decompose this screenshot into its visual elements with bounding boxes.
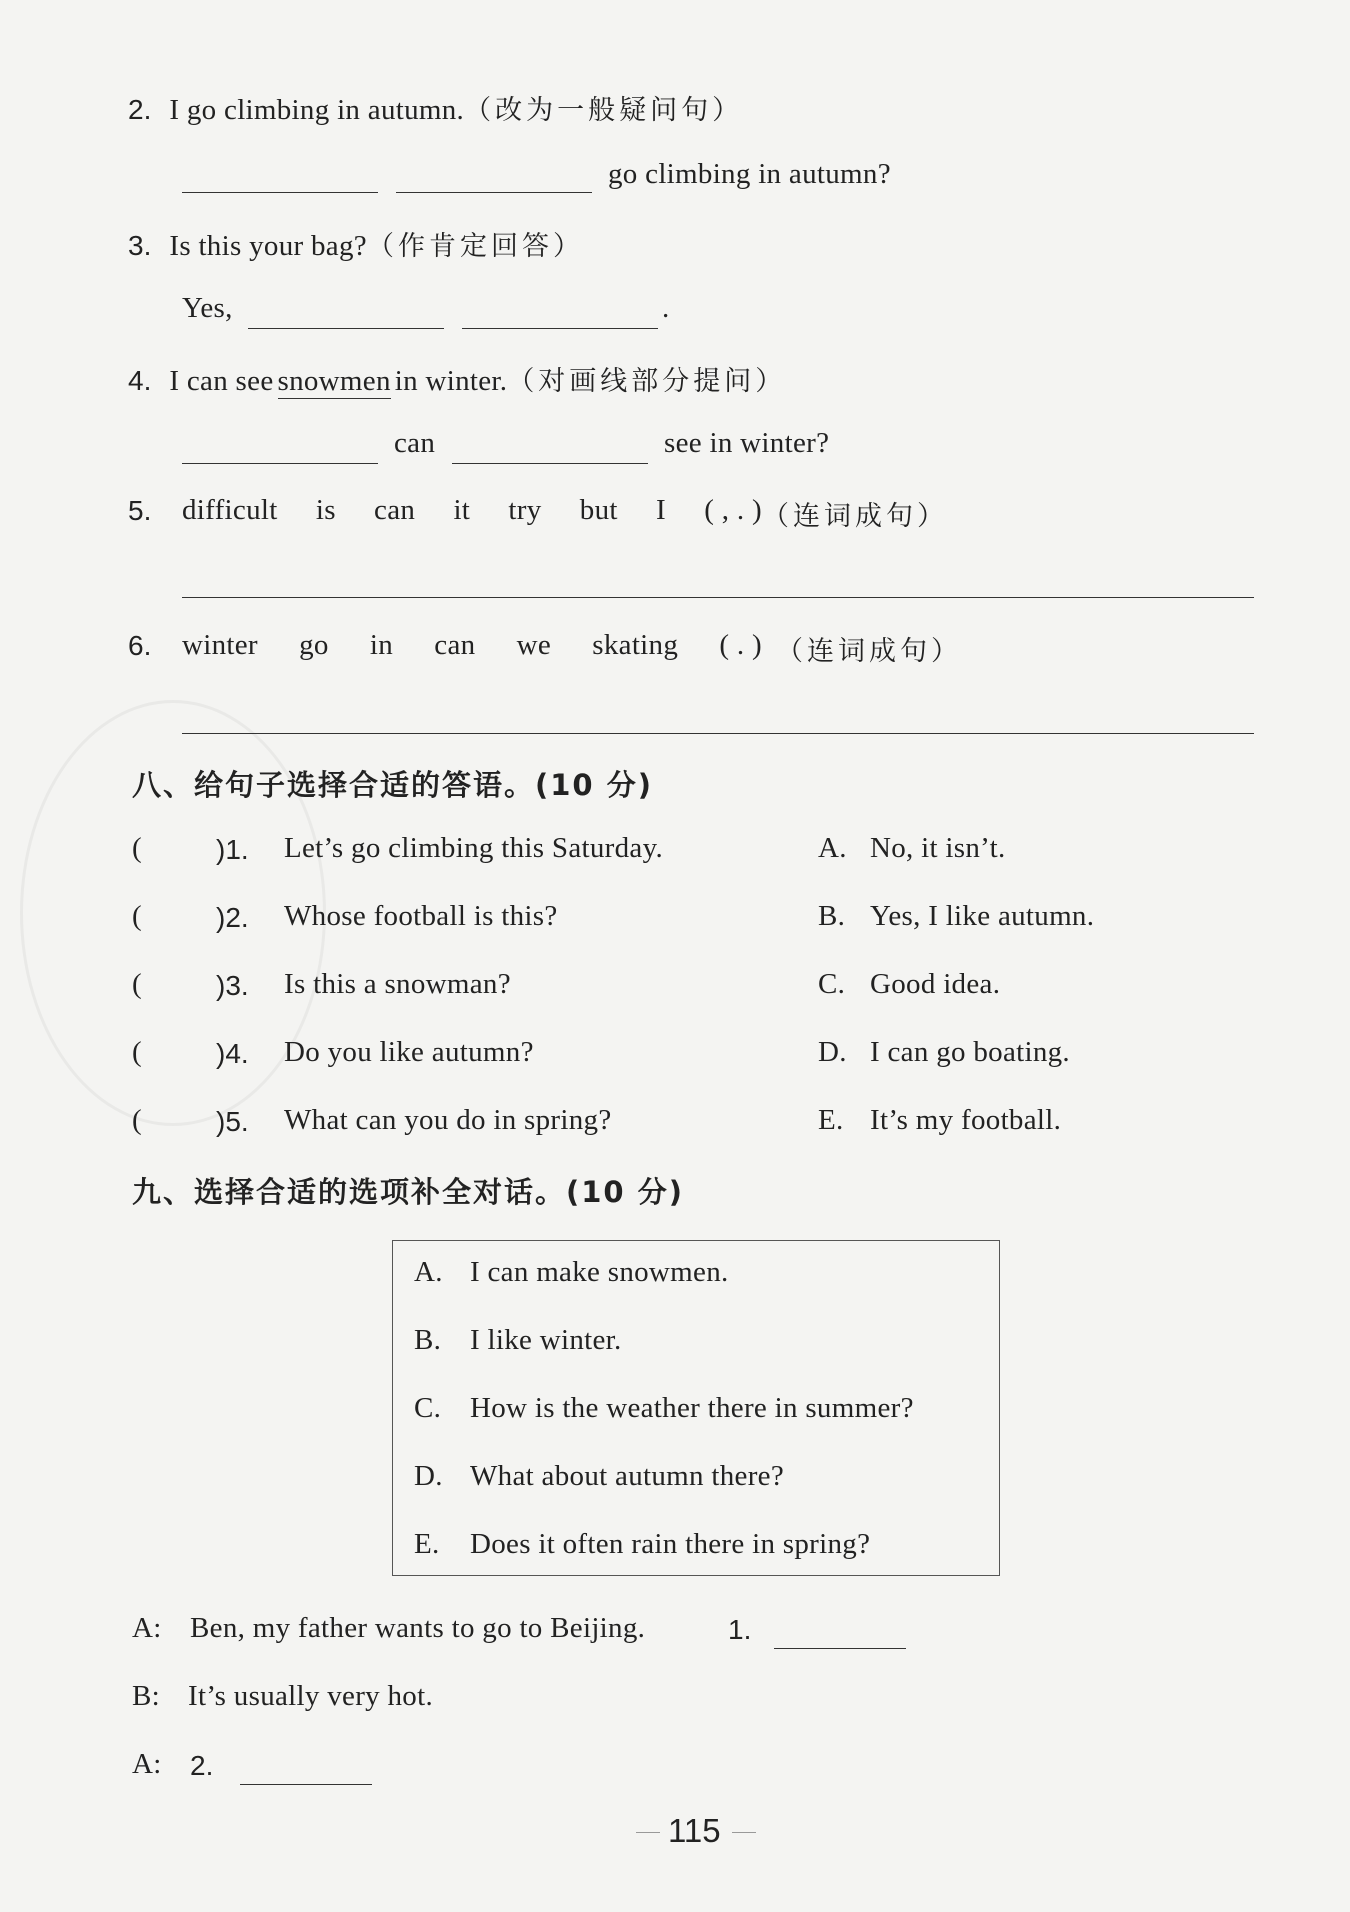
- scramble-punctuation: ( , . ): [704, 494, 762, 526]
- answer-paren[interactable]: (: [132, 900, 142, 932]
- scramble-word: can: [434, 629, 476, 661]
- answer-paren[interactable]: (: [132, 1104, 142, 1136]
- question-number: )5.: [216, 1106, 249, 1137]
- underlined-word: snowmen: [277, 365, 391, 397]
- option-letter: E.: [414, 1528, 440, 1560]
- answer-blank[interactable]: [462, 328, 658, 329]
- question-text: What can you do in spring?: [284, 1104, 612, 1136]
- answer-letter: C.: [818, 968, 846, 1000]
- answer-blank[interactable]: [452, 463, 648, 464]
- section-9-title: 九、选择合适的选项补全对话。(10 分): [132, 1175, 684, 1209]
- question-number: )1.: [216, 834, 249, 865]
- answer-word: can: [394, 427, 436, 459]
- question-number: 2.: [128, 94, 152, 125]
- answer-blank[interactable]: [182, 463, 378, 464]
- question-4: [128, 359, 786, 398]
- question-text: Whose football is this?: [284, 900, 558, 932]
- question-instruction: （对画线部分提问）: [507, 366, 787, 397]
- page-number: 115: [668, 1812, 721, 1849]
- answer-text: Yes, I like autumn.: [870, 900, 1095, 932]
- option-letter: B.: [414, 1324, 442, 1356]
- answer-line[interactable]: [182, 733, 1254, 734]
- answer-paren[interactable]: (: [132, 832, 142, 864]
- question-instruction: （改为一般疑问句）: [464, 95, 744, 126]
- speaker-label: A:: [132, 1612, 162, 1644]
- answer-text: I can go boating.: [870, 1036, 1070, 1068]
- answer-blank[interactable]: [396, 192, 592, 193]
- answer-text: Good idea.: [870, 968, 1001, 1000]
- question-number: 4.: [128, 365, 152, 396]
- blank-number: 1.: [728, 1614, 752, 1645]
- question-number: 5.: [128, 495, 152, 526]
- answer-paren[interactable]: (: [132, 1036, 142, 1068]
- answer-blank[interactable]: [774, 1648, 906, 1649]
- answer-text: It’s my football.: [870, 1104, 1062, 1136]
- answer-line[interactable]: [182, 597, 1254, 598]
- dialogue-line: Ben, my father wants to go to Beijing.: [190, 1612, 646, 1644]
- page-number-rule-right: [732, 1832, 756, 1833]
- question-2: [128, 88, 743, 127]
- question-text-end: in winter.: [394, 365, 508, 397]
- option-text: I can make snowmen.: [470, 1256, 729, 1288]
- answer-paren[interactable]: (: [132, 968, 142, 1000]
- dialogue-line: It’s usually very hot.: [188, 1680, 434, 1712]
- speaker-label: A:: [132, 1748, 162, 1780]
- question-number: )4.: [216, 1038, 249, 1069]
- answer-blank[interactable]: [240, 1784, 372, 1785]
- page-number-rule-left: [636, 1832, 660, 1833]
- question-tail: see in winter?: [664, 427, 830, 459]
- question-text: Is this your bag?: [169, 230, 367, 262]
- question-instruction: （连词成句）: [762, 501, 948, 532]
- answer-letter: A.: [818, 832, 847, 864]
- question-instruction: （连词成句）: [776, 636, 962, 667]
- section-8-title: 八、给句子选择合适的答语。(10 分): [132, 768, 653, 802]
- question-text: Do you like autumn?: [284, 1036, 534, 1068]
- scramble-punctuation: ( . ): [719, 629, 762, 661]
- scramble-word: winter: [182, 629, 258, 661]
- scramble-word: but: [579, 494, 618, 526]
- option-letter: D.: [414, 1460, 443, 1492]
- scramble-word: can: [374, 494, 416, 526]
- scramble-word: I: [656, 494, 666, 526]
- question-number: )3.: [216, 970, 249, 1001]
- question-tail: go climbing in autumn?: [608, 158, 891, 190]
- answer-letter: B.: [818, 900, 846, 932]
- answer-text: No, it isn’t.: [870, 832, 1006, 864]
- scramble-word: is: [315, 494, 336, 526]
- answer-period: .: [662, 292, 670, 324]
- scramble-word: difficult: [182, 494, 278, 526]
- scramble-word: we: [516, 629, 552, 661]
- question-text-start: I can see: [169, 365, 274, 397]
- scramble-word: in: [369, 629, 394, 661]
- option-text: I like winter.: [470, 1324, 622, 1356]
- scramble-word: it: [453, 494, 471, 526]
- blank-number: 2.: [190, 1750, 214, 1781]
- answer-blank[interactable]: [182, 192, 378, 193]
- word-scramble: [182, 629, 762, 662]
- question-number: )2.: [216, 902, 249, 933]
- option-text: What about autumn there?: [470, 1460, 784, 1492]
- question-text: Is this a snowman?: [284, 968, 511, 1000]
- answer-letter: D.: [818, 1036, 847, 1068]
- answer-letter: E.: [818, 1104, 844, 1136]
- answer-blank[interactable]: [248, 328, 444, 329]
- speaker-label: B:: [132, 1680, 160, 1712]
- scramble-word: go: [299, 629, 329, 661]
- question-number: 3.: [128, 230, 152, 261]
- option-letter: A.: [414, 1256, 443, 1288]
- question-text: Let’s go climbing this Saturday.: [284, 832, 664, 864]
- scramble-word: skating: [592, 629, 679, 661]
- question-text: I go climbing in autumn.: [169, 94, 465, 126]
- answer-prefix: Yes,: [182, 292, 233, 324]
- scramble-word: try: [508, 494, 542, 526]
- word-scramble: [182, 494, 762, 527]
- option-text: Does it often rain there in spring?: [470, 1528, 871, 1560]
- option-letter: C.: [414, 1392, 442, 1424]
- question-instruction: （作肯定回答）: [366, 231, 584, 262]
- option-text: How is the weather there in summer?: [470, 1392, 914, 1424]
- question-3: [128, 224, 584, 263]
- question-number: 6.: [128, 630, 152, 661]
